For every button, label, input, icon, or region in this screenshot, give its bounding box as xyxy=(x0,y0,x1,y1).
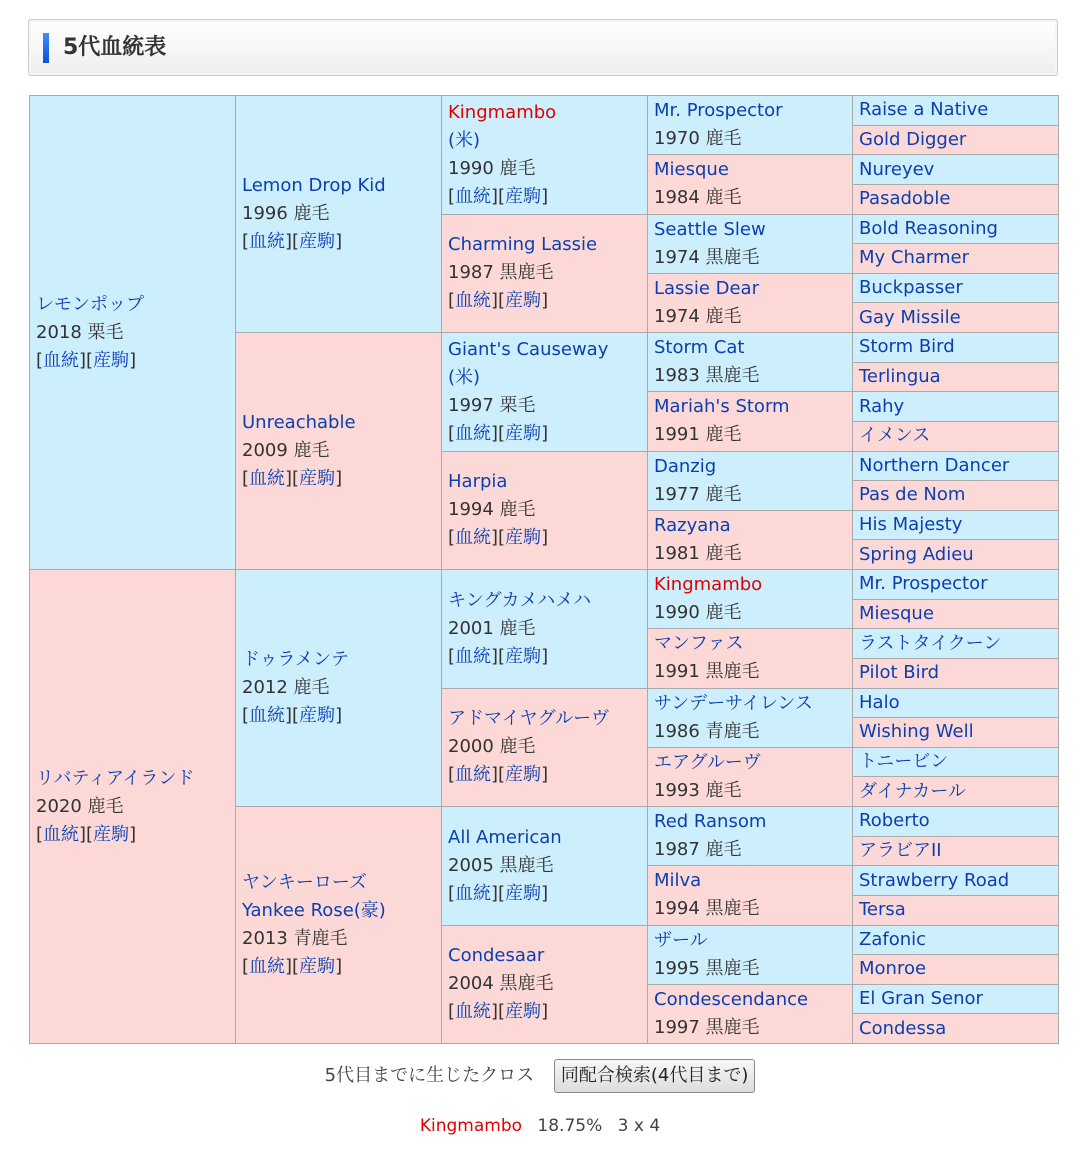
cross-percent: 18.75% xyxy=(537,1116,603,1136)
cross-result xyxy=(0,1112,1080,1140)
pedigree-table xyxy=(29,95,1059,1044)
horse-name-link[interactable]: Condescendance xyxy=(654,988,809,1010)
pedigree-cell-g4 xyxy=(648,866,853,925)
pedigree-cell-g2 xyxy=(236,333,442,570)
progeny-link[interactable]: 産駒 xyxy=(505,527,542,549)
progeny-link[interactable]: 産駒 xyxy=(299,956,336,977)
horse-links: [血統][産駒] xyxy=(242,705,343,726)
pedigree-link[interactable]: 血統 xyxy=(249,705,286,726)
pedigree-link[interactable]: 血統 xyxy=(455,422,492,444)
horse-links: [血統][産駒] xyxy=(242,956,343,977)
same-combination-search-button[interactable]: 同配合検索(4代目まで) xyxy=(554,1059,756,1093)
pedigree-link[interactable]: 血統 xyxy=(249,468,286,489)
horse-links: [血統][産駒] xyxy=(448,290,549,312)
horse-links: [血統][産駒] xyxy=(448,1001,549,1023)
horse-name-link[interactable]: Kingmambo xyxy=(654,574,763,596)
horse-birth-color: 2012 鹿毛 xyxy=(242,677,330,698)
horse-birth-color: 1993 鹿毛 xyxy=(654,779,742,801)
horse-birth-color: 2013 青鹿毛 xyxy=(242,928,348,949)
horse-name-link[interactable]: Nureyev xyxy=(859,158,935,180)
pedigree-cell-g5 xyxy=(853,184,1059,214)
horse-name-link[interactable]: Northern Dancer xyxy=(859,454,1010,476)
horse-name-link[interactable]: Mr. Prospector xyxy=(859,573,988,595)
pedigree-cell-g5 xyxy=(853,658,1059,688)
horse-name-link[interactable]: Razyana xyxy=(654,514,731,536)
horse-name-link[interactable]: ヤンキーローズ xyxy=(242,872,367,893)
horse-name-link[interactable]: Monroe xyxy=(859,958,927,980)
horse-birth-color: 2000 鹿毛 xyxy=(448,736,536,758)
pedigree-cell-g5 xyxy=(853,718,1059,748)
horse-birth-color: 1991 鹿毛 xyxy=(654,424,742,446)
pedigree-cell-g5 xyxy=(853,155,1059,185)
pedigree-cell-g5 xyxy=(853,303,1059,333)
horse-birth-color: 2020 鹿毛 xyxy=(36,795,124,817)
horse-name-link[interactable]: Rahy xyxy=(859,395,905,417)
horse-birth-color: 1996 鹿毛 xyxy=(242,203,330,224)
pedigree-cell-g4 xyxy=(648,747,853,806)
horse-birth-color: 1986 青鹿毛 xyxy=(654,720,760,742)
horse-name-link[interactable]: Pilot Bird xyxy=(859,662,940,684)
pedigree-cell-g4 xyxy=(648,392,853,451)
horse-links: [血統][産駒] xyxy=(36,349,137,371)
pedigree-cell-g4 xyxy=(648,96,853,155)
horse-name-link[interactable]: Danzig xyxy=(654,455,717,477)
pedigree-link[interactable]: 血統 xyxy=(43,823,80,845)
horse-name-link[interactable]: Lemon Drop Kid xyxy=(242,175,386,196)
pedigree-cell-g5 xyxy=(853,747,1059,777)
horse-name-link[interactable]: Mr. Prospector xyxy=(654,100,783,122)
progeny-link[interactable]: 産駒 xyxy=(299,231,336,252)
pedigree-link[interactable]: 血統 xyxy=(455,290,492,312)
horse-name-link[interactable]: Miesque xyxy=(654,159,729,181)
pedigree-cell-g3 xyxy=(442,807,648,926)
progeny-link[interactable]: 産駒 xyxy=(299,705,336,726)
horse-name-link[interactable]: Kingmambo xyxy=(448,101,557,123)
horse-name-link[interactable]: All American xyxy=(448,826,562,848)
pedigree-cell-g5 xyxy=(853,895,1059,925)
progeny-link[interactable]: 産駒 xyxy=(505,422,542,444)
horse-name-link[interactable]: His Majesty xyxy=(859,514,963,536)
horse-birth-color: 2009 鹿毛 xyxy=(242,440,330,461)
horse-name-link[interactable]: Gay Missile xyxy=(859,306,961,328)
pedigree-cell-g1 xyxy=(30,96,236,570)
pedigree-cell-g5 xyxy=(853,836,1059,866)
pedigree-cell-g2 xyxy=(236,96,442,333)
progeny-link[interactable]: 産駒 xyxy=(505,645,542,667)
pedigree-cell-g5 xyxy=(853,1014,1059,1044)
horse-name-link[interactable]: My Charmer xyxy=(859,247,970,269)
pedigree-cell-g5 xyxy=(853,510,1059,540)
horse-birth-color: 1987 鹿毛 xyxy=(654,839,742,861)
pedigree-cell-g5 xyxy=(853,688,1059,718)
horse-birth-color: 1990 鹿毛 xyxy=(654,602,742,624)
pedigree-cell-g2 xyxy=(236,570,442,807)
pedigree-cell-g4 xyxy=(648,155,853,214)
horse-name-link[interactable]: Milva xyxy=(654,870,702,892)
horse-birth-color: 1997 栗毛 xyxy=(448,394,536,416)
pedigree-cell-g4 xyxy=(648,688,853,747)
horse-name-secondary[interactable]: (米) xyxy=(448,366,481,388)
horse-birth-color: 1990 鹿毛 xyxy=(448,157,536,179)
pedigree-row xyxy=(30,96,1059,126)
pedigree-cell-g5 xyxy=(853,481,1059,511)
horse-birth-color: 2001 鹿毛 xyxy=(448,617,536,639)
horse-links: [血統][産駒] xyxy=(448,645,549,667)
horse-name-link[interactable]: Miesque xyxy=(859,602,934,624)
pedigree-cell-g3 xyxy=(442,333,648,452)
horse-birth-color: 1997 黒鹿毛 xyxy=(654,1016,760,1038)
horse-name-link[interactable]: サンデーサイレンス xyxy=(654,692,813,714)
pedigree-cell-g5 xyxy=(853,984,1059,1014)
horse-name-link[interactable]: Condesaar xyxy=(448,945,545,967)
horse-name-link[interactable]: Giant's Causeway xyxy=(448,338,609,360)
horse-name-link[interactable]: Strawberry Road xyxy=(859,869,1010,891)
pedigree-cell-g4 xyxy=(648,333,853,392)
horse-name-link[interactable]: イメンス xyxy=(859,425,931,447)
horse-name-link[interactable]: ラストタイクーン xyxy=(859,632,1002,654)
horse-links: [血統][産駒] xyxy=(242,468,343,489)
horse-name-link[interactable]: Raise a Native xyxy=(859,99,989,121)
pedigree-cell-g5 xyxy=(853,244,1059,274)
horse-name-link[interactable]: トニービン xyxy=(859,751,949,773)
pedigree-cell-g5 xyxy=(853,392,1059,422)
horse-birth-color: 1994 黒鹿毛 xyxy=(654,898,760,920)
pedigree-cell-g4 xyxy=(648,925,853,984)
horse-name-link[interactable]: Storm Bird xyxy=(859,336,955,358)
horse-links: [血統][産駒] xyxy=(448,527,549,549)
horse-links: [血統][産駒] xyxy=(448,185,549,207)
pedigree-cell-g5 xyxy=(853,362,1059,392)
horse-name-link[interactable]: Bold Reasoning xyxy=(859,217,998,239)
pedigree-cell-g2 xyxy=(236,807,442,1044)
horse-birth-color: 1981 鹿毛 xyxy=(654,542,742,564)
horse-name-link[interactable]: アラビアII xyxy=(859,839,942,861)
horse-birth-color: 1995 黒鹿毛 xyxy=(654,957,760,979)
horse-name-link[interactable]: レモンポップ xyxy=(36,293,144,315)
pedigree-cell-g4 xyxy=(648,214,853,273)
horse-name-link[interactable]: Zafonic xyxy=(859,928,927,950)
pedigree-cell-g3 xyxy=(442,688,648,807)
progeny-link[interactable]: 産駒 xyxy=(93,823,130,845)
horse-links: [血統][産駒] xyxy=(36,823,137,845)
horse-links: [血統][産駒] xyxy=(242,231,343,252)
pedigree-cell-g5 xyxy=(853,570,1059,600)
pedigree-link[interactable]: 血統 xyxy=(455,185,492,207)
pedigree-cell-g3 xyxy=(442,925,648,1044)
horse-name-link[interactable]: Condessa xyxy=(859,1017,947,1039)
horse-name-link[interactable]: ザール xyxy=(654,929,708,951)
horse-birth-color: 1987 黒鹿毛 xyxy=(448,262,554,284)
horse-birth-color: 1994 鹿毛 xyxy=(448,499,536,521)
pedigree-cell-g5 xyxy=(853,925,1059,955)
horse-name-link[interactable]: Pasadoble xyxy=(859,188,951,210)
pedigree-cell-g5 xyxy=(853,777,1059,807)
horse-name-link[interactable]: Spring Adieu xyxy=(859,543,974,565)
horse-name-link[interactable]: アドマイヤグルーヴ xyxy=(448,708,610,730)
horse-name-secondary[interactable]: (米) xyxy=(448,129,481,151)
horse-name-link[interactable]: El Gran Senor xyxy=(859,988,983,1010)
pedigree-cell-g3 xyxy=(442,96,648,215)
horse-links: [血統][産駒] xyxy=(448,764,549,786)
pedigree-cell-g5 xyxy=(853,273,1059,303)
horse-name-link[interactable]: Lassie Dear xyxy=(654,277,759,299)
horse-birth-color: 1974 鹿毛 xyxy=(654,305,742,327)
horse-name-link[interactable]: Wishing Well xyxy=(859,721,974,743)
horse-name-link[interactable]: マンファス xyxy=(654,633,744,655)
horse-name-link[interactable]: Red Ransom xyxy=(654,811,767,833)
horse-name-link[interactable]: Tersa xyxy=(859,899,906,921)
horse-name-link[interactable]: ドゥラメンテ xyxy=(242,649,350,670)
pedigree-cell-g5 xyxy=(853,125,1059,155)
horse-name-link[interactable]: Harpia xyxy=(448,471,508,493)
pedigree-cell-g4 xyxy=(648,629,853,688)
pedigree-cell-g3 xyxy=(442,451,648,570)
pedigree-cell-g5 xyxy=(853,540,1059,570)
horse-links: [血統][産駒] xyxy=(448,882,549,904)
pedigree-cell-g4 xyxy=(648,451,853,510)
horse-name-link[interactable]: Buckpasser xyxy=(859,277,963,299)
pedigree-cell-g4 xyxy=(648,570,853,629)
pedigree-cell-g4 xyxy=(648,807,853,866)
pedigree-cell-g4 xyxy=(648,510,853,569)
horse-name-link[interactable]: Gold Digger xyxy=(859,128,967,150)
pedigree-link[interactable]: 血統 xyxy=(249,231,286,252)
pedigree-link[interactable]: 血統 xyxy=(455,882,492,904)
pedigree-cell-g4 xyxy=(648,984,853,1043)
pedigree-row xyxy=(30,570,1059,600)
horse-name-link[interactable]: Charming Lassie xyxy=(448,234,598,256)
pedigree-cell-g5 xyxy=(853,629,1059,659)
cross-horse-link[interactable]: Kingmambo xyxy=(419,1116,523,1136)
pedigree-cell-g5 xyxy=(853,599,1059,629)
horse-birth-color: 2018 栗毛 xyxy=(36,321,124,343)
horse-birth-color: 1991 黒鹿毛 xyxy=(654,661,760,683)
horse-name-link[interactable]: Terlingua xyxy=(859,365,941,387)
cross-label: 5代目までに生じたクロス xyxy=(324,1065,535,1086)
pedigree-cell-g5 xyxy=(853,451,1059,481)
progeny-link[interactable]: 産駒 xyxy=(505,882,542,904)
cross-generations: 3 x 4 xyxy=(617,1116,661,1136)
pedigree-cell-g5 xyxy=(853,807,1059,837)
pedigree-cell-g5 xyxy=(853,214,1059,244)
pedigree-cell-g4 xyxy=(648,273,853,332)
horse-birth-color: 1974 黒鹿毛 xyxy=(654,246,760,268)
horse-birth-color: 1983 黒鹿毛 xyxy=(654,365,760,387)
pedigree-link[interactable]: 血統 xyxy=(455,527,492,549)
horse-name-link[interactable]: Halo xyxy=(859,691,900,713)
progeny-link[interactable]: 産駒 xyxy=(93,349,130,371)
horse-name-link[interactable]: Storm Cat xyxy=(654,337,745,359)
section-header xyxy=(28,19,1058,76)
progeny-link[interactable]: 産駒 xyxy=(505,764,542,786)
pedigree-link[interactable]: 血統 xyxy=(455,1001,492,1023)
progeny-link[interactable]: 産駒 xyxy=(505,185,542,207)
horse-name-link[interactable]: キングカメハメハ xyxy=(448,589,592,611)
horse-links: [血統][産駒] xyxy=(448,422,549,444)
pedigree-cell-g5 xyxy=(853,955,1059,985)
cross-row xyxy=(0,1058,1080,1094)
progeny-link[interactable]: 産駒 xyxy=(505,290,542,312)
horse-name-secondary[interactable]: Yankee Rose(豪) xyxy=(242,900,386,921)
pedigree-cell-g5 xyxy=(853,333,1059,363)
pedigree-link[interactable]: 血統 xyxy=(455,645,492,667)
header-accent-bar xyxy=(43,33,49,63)
horse-birth-color: 1984 鹿毛 xyxy=(654,187,742,209)
horse-birth-color: 1970 鹿毛 xyxy=(654,128,742,150)
horse-name-link[interactable]: Mariah's Storm xyxy=(654,396,790,418)
progeny-link[interactable]: 産駒 xyxy=(299,468,336,489)
horse-birth-color: 2005 黒鹿毛 xyxy=(448,854,554,876)
section-title: 5代血統表 xyxy=(63,35,167,60)
pedigree-link[interactable]: 血統 xyxy=(455,764,492,786)
horse-name-link[interactable]: Seattle Slew xyxy=(654,218,766,240)
progeny-link[interactable]: 産駒 xyxy=(505,1001,542,1023)
pedigree-cell-g5 xyxy=(853,96,1059,126)
pedigree-cell-g3 xyxy=(442,214,648,333)
horse-birth-color: 2004 黒鹿毛 xyxy=(448,973,554,995)
horse-name-link[interactable]: Unreachable xyxy=(242,412,356,433)
pedigree-link[interactable]: 血統 xyxy=(249,956,286,977)
pedigree-cell-g5 xyxy=(853,866,1059,896)
horse-name-link[interactable]: エアグルーヴ xyxy=(654,751,761,773)
horse-name-link[interactable]: ダイナカール xyxy=(859,780,966,802)
horse-name-link[interactable]: Roberto xyxy=(859,810,930,832)
horse-birth-color: 1977 鹿毛 xyxy=(654,483,742,505)
pedigree-cell-g5 xyxy=(853,421,1059,451)
horse-name-link[interactable]: リバティアイランド xyxy=(36,767,195,789)
pedigree-cell-g3 xyxy=(442,570,648,689)
horse-name-link[interactable]: Pas de Nom xyxy=(859,484,966,506)
pedigree-cell-g1 xyxy=(30,570,236,1044)
pedigree-link[interactable]: 血統 xyxy=(43,349,80,371)
